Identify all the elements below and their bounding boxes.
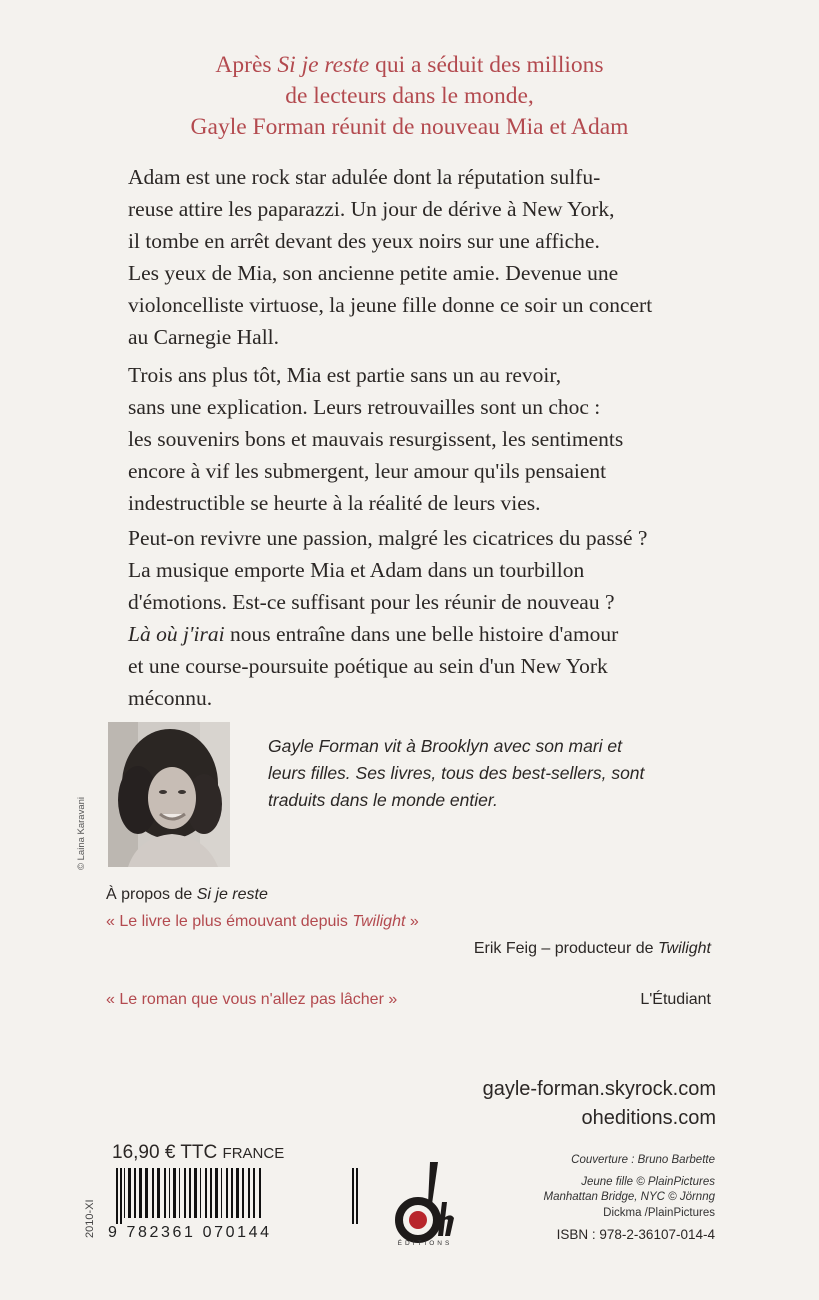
paragraph-line: méconnu. bbox=[128, 686, 213, 710]
paragraph-line: Adam est une rock star adulée dont la réputation sulfu- bbox=[128, 165, 601, 189]
paragraph-3 bbox=[128, 522, 718, 618]
quote-1: « Le livre le plus émouvant depuis Twilight » bbox=[106, 913, 419, 930]
book-title-la-ou-jirai: Là où j'irai bbox=[128, 622, 225, 646]
barcode-bar bbox=[248, 1168, 250, 1218]
barcode-bar bbox=[231, 1168, 233, 1218]
barcode-bar bbox=[134, 1168, 136, 1218]
barcode-bar bbox=[205, 1168, 207, 1218]
paragraph-line: violoncelliste virtuose, la jeune fille donne ce soir un concert bbox=[128, 293, 653, 317]
barcode-bar bbox=[169, 1168, 170, 1218]
isbn-label: ISBN : 978-2-36107-014-4 bbox=[556, 1227, 715, 1242]
publisher-logo bbox=[384, 1162, 468, 1246]
cover-credits bbox=[544, 1153, 715, 1221]
paragraph-2 bbox=[128, 359, 718, 519]
paragraph-line: d'émotions. Est-ce suffisant pour les réunir de nouveau ? bbox=[128, 590, 615, 614]
headline-line-3: Gayle Forman réunit de nouveau Mia et Adam bbox=[190, 114, 629, 140]
quote-2: « Le roman que vous n'allez pas lâcher » bbox=[106, 991, 398, 1008]
headline-line-2: de lecteurs dans le monde, bbox=[285, 83, 534, 109]
quote-1-attribution: Erik Feig – producteur de Twilight bbox=[473, 940, 711, 957]
paragraph-4 bbox=[128, 618, 718, 714]
photo-credit: © Laina Karavani bbox=[76, 796, 87, 870]
oh-logo-icon bbox=[384, 1162, 468, 1246]
bio-line: leurs filles. Ses livres, tous des best-sellers, sont bbox=[268, 763, 645, 783]
credit-line: Dickma /PlainPictures bbox=[603, 1206, 715, 1219]
barcode-bar bbox=[242, 1168, 244, 1218]
barcode-bar bbox=[124, 1168, 125, 1218]
barcode-bar bbox=[184, 1168, 186, 1218]
about-heading: À propos de Si je reste bbox=[106, 886, 268, 903]
barcode-bar bbox=[173, 1168, 176, 1218]
paragraph-line: reuse attire les paparazzi. Un jour de dérive à New York, bbox=[128, 197, 615, 221]
paragraph-line: sans une explication. Leurs retrouvailles sont un choc : bbox=[128, 395, 601, 419]
barcode-bar bbox=[116, 1168, 118, 1224]
credit-line: Manhattan Bridge, NYC © Jörnng bbox=[543, 1191, 715, 1203]
paragraph-line: Trois ans plus tôt, Mia est partie sans un au revoir, bbox=[128, 363, 562, 387]
barcode-bar bbox=[236, 1168, 239, 1218]
barcode-bar bbox=[179, 1168, 180, 1218]
barcode-bar bbox=[128, 1168, 131, 1218]
paragraph-line: Les yeux de Mia, son ancienne petite amie. Devenue une bbox=[128, 261, 619, 285]
price-label: 16,90 € TTC FRANCE bbox=[112, 1142, 285, 1163]
barcode-digits: 9 782361 070144 bbox=[108, 1224, 272, 1241]
paragraph-line: au Carnegie Hall. bbox=[128, 325, 280, 349]
headline-line-1: Après Si je reste qui a séduit des millions bbox=[215, 52, 604, 78]
barcode-bar bbox=[139, 1168, 142, 1218]
barcode-bar bbox=[157, 1168, 160, 1218]
barcode-bar bbox=[221, 1168, 222, 1218]
headline bbox=[0, 50, 819, 143]
barcode-bar bbox=[120, 1168, 122, 1224]
author-photo bbox=[108, 722, 230, 867]
print-code: 2010-XI bbox=[84, 1199, 96, 1238]
barcode-bar bbox=[356, 1168, 358, 1224]
paragraph-line: La musique emporte Mia et Adam dans un tourbillon bbox=[128, 558, 585, 582]
barcode-bar bbox=[210, 1168, 212, 1218]
barcode-bar bbox=[253, 1168, 255, 1218]
website-author[interactable]: gayle-forman.skyrock.com bbox=[482, 1078, 716, 1100]
publisher-logo-subtitle: ÉDITIONS bbox=[397, 1240, 453, 1247]
bio-line: traduits dans le monde entier. bbox=[268, 790, 498, 810]
author-bio bbox=[268, 733, 738, 814]
paragraph-line: il tombe en arrêt devant des yeux noirs sur une affiche. bbox=[128, 229, 600, 253]
barcode-bar bbox=[145, 1168, 148, 1218]
about-title: Si je reste bbox=[196, 886, 268, 903]
paragraph-line: et une course-poursuite poétique au sein d'un New York bbox=[128, 654, 608, 678]
barcode-bar bbox=[189, 1168, 191, 1218]
barcode-bar bbox=[226, 1168, 228, 1218]
book-title-si-je-reste: Si je reste bbox=[277, 52, 370, 78]
paragraph-line: encore à vif les submergent, leur amour qu'ils pensaient bbox=[128, 459, 607, 483]
barcode-bar bbox=[352, 1168, 354, 1224]
credit-line: Couverture : Bruno Barbette bbox=[571, 1154, 715, 1166]
barcode-bar bbox=[164, 1168, 166, 1218]
paragraph-line: Peut-on revivre une passion, malgré les cicatrices du passé ? bbox=[128, 526, 648, 550]
bio-line: Gayle Forman vit à Brooklyn avec son mari et bbox=[268, 736, 623, 756]
barcode-bar bbox=[152, 1168, 154, 1218]
barcode-bar bbox=[259, 1168, 261, 1218]
barcode-bars bbox=[108, 1168, 364, 1224]
paragraph-line: Là où j'irai nous entraîne dans une belle histoire d'amour bbox=[128, 622, 619, 646]
website-publisher[interactable]: oheditions.com bbox=[581, 1107, 716, 1129]
barcode-bar bbox=[200, 1168, 201, 1218]
paragraph-line: les souvenirs bons et mauvais resurgissent, les sentiments bbox=[128, 427, 624, 451]
paragraph-1 bbox=[128, 161, 718, 353]
barcode-bar bbox=[194, 1168, 197, 1218]
barcode-bar bbox=[215, 1168, 218, 1218]
quote-2-attribution: L'Étudiant bbox=[640, 991, 711, 1008]
credit-line: Jeune fille © PlainPictures bbox=[581, 1175, 715, 1188]
paragraph-line: indestructible se heurte à la réalité de leurs vies. bbox=[128, 491, 541, 515]
